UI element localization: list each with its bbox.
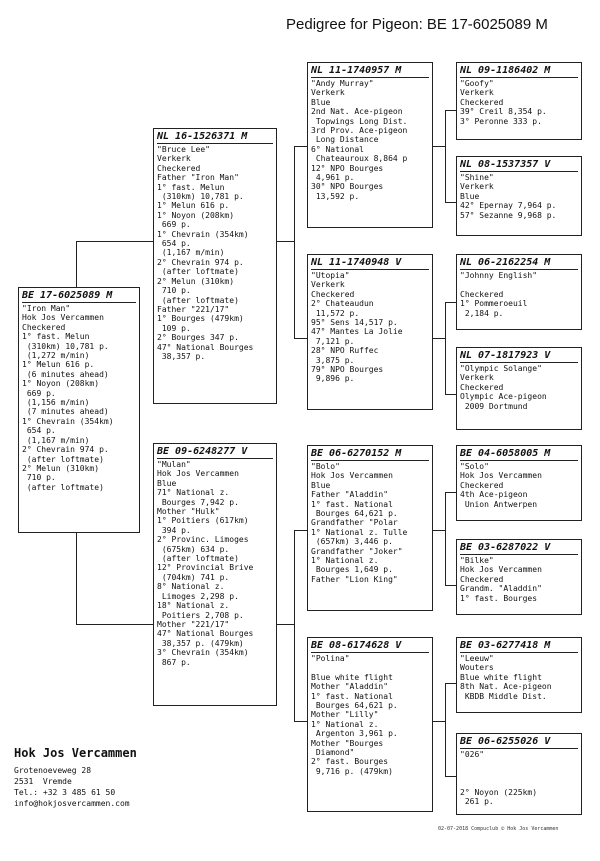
pedigree-line: 2009 Dortmund <box>460 401 528 411</box>
connector <box>294 146 307 147</box>
ring-number: NL 11-1740948 V <box>311 257 429 270</box>
print-info: 02-07-2018 Compuclub © Hok Jos Vercammen <box>438 826 559 832</box>
pigeon-card-mm[interactable] <box>307 637 433 812</box>
pedigree-line: Blue <box>311 480 331 490</box>
pedigree-line: (657km) 3,446 p. <box>311 537 393 547</box>
pigeon-name: "Johnny English" <box>460 271 538 280</box>
pigeon-name: "Solo" <box>460 462 489 471</box>
pigeon-card-subject[interactable] <box>18 287 140 533</box>
pigeon-name: "Bruce Lee" <box>157 145 210 154</box>
pedigree-line: Checkered <box>460 97 504 107</box>
pedigree-line: Blue white flight <box>311 672 393 682</box>
pedigree-line: Poitiers 2,708 p. <box>157 610 244 620</box>
pedigree-line <box>460 759 578 768</box>
pedigree-line: Verkerk <box>460 88 494 98</box>
pedigree-line: (310km) 10,781 p. <box>22 341 109 351</box>
pedigree-line: 9,716 p. (479km) <box>311 766 393 776</box>
pedigree-line: (1,272 m/min) <box>22 351 90 361</box>
pigeon-card-fm[interactable] <box>307 254 433 410</box>
pedigree-line: (1,156 m/min) <box>22 398 90 408</box>
ring-number: NL 11-1740957 M <box>311 65 429 78</box>
connector <box>294 338 307 339</box>
ring-number: NL 16-1526371 M <box>157 131 273 144</box>
pedigree-line: Father "221/17" <box>157 304 230 314</box>
pedigree-line: (310km) 10,781 p. <box>157 192 244 202</box>
pedigree-line: Union Antwerpen <box>460 499 538 509</box>
page-title: Pedigree for Pigeon: BE 17-6025089 M <box>286 16 548 33</box>
pedigree-line: (after loftmate) <box>157 554 239 564</box>
pedigree-line: Hok Jos Vercammen <box>460 471 542 481</box>
pedigree-line: 4th Ace-pigeon <box>460 490 528 500</box>
pedigree-line: 1° National z. <box>311 556 379 566</box>
connector <box>445 110 446 202</box>
pedigree-line: Father "Aladdin" <box>311 490 389 500</box>
pedigree-line: 2° Melun (310km) <box>22 463 100 473</box>
pedigree-line: 79° NPO Bourges <box>311 365 384 375</box>
pedigree-line: 9,896 p. <box>311 374 355 384</box>
pigeon-name: "Utopia" <box>311 271 350 280</box>
pedigree-line: 1° Poitiers (617km) <box>157 516 249 526</box>
pedigree-line: 1° Pommeroeuil <box>460 299 528 309</box>
connector <box>433 721 446 722</box>
pedigree-line: Verkerk <box>311 88 345 98</box>
pedigree-line: 7,121 p. <box>311 336 355 346</box>
connector <box>433 146 446 147</box>
pedigree-line: 710 p. <box>157 286 191 296</box>
ring-number: BE 08-6174628 V <box>311 640 429 653</box>
pigeon-card-ffm[interactable] <box>456 156 582 236</box>
pedigree-line: 654 p. <box>22 426 56 436</box>
pedigree-line: 1° fast. National <box>311 499 393 509</box>
pedigree-line: 39° Creil 8,354 p. <box>460 107 547 117</box>
ring-number: NL 06-2162254 M <box>460 257 578 270</box>
connector <box>76 624 153 625</box>
pedigree-line: Checkered <box>311 289 355 299</box>
pigeon-name: "Olympic Solange" <box>460 364 542 373</box>
pedigree-line: 1° National z. Tulle <box>311 527 408 537</box>
pigeon-card-mfm[interactable] <box>456 539 582 615</box>
pedigree-line: 11,572 p. <box>311 308 360 318</box>
connector <box>445 492 456 493</box>
pedigree-line: Bourges 64,621 p. <box>311 509 398 519</box>
pedigree-line: 47° National Bourges <box>157 342 254 352</box>
pedigree-line: KBDB Middle Dist. <box>460 691 547 701</box>
pigeon-card-mf[interactable] <box>307 445 433 611</box>
pedigree-line: 261 p. <box>460 796 494 806</box>
pedigree-line: 2° Chateaudun <box>311 299 374 309</box>
pedigree-line: 30° NPO Bourges <box>311 182 384 192</box>
ring-number: BE 06-6255026 V <box>460 736 578 749</box>
pedigree-line <box>460 778 578 787</box>
pedigree-line: 95° Sens 14,517 p. <box>311 318 398 328</box>
pedigree-line: Blue white flight <box>460 672 542 682</box>
pedigree-line: Mother "Aladdin" <box>311 682 389 692</box>
pedigree-line: Mother "Lilly" <box>311 710 379 720</box>
pigeon-name: "Polina" <box>311 654 350 663</box>
ring-number: BE 03-6287022 V <box>460 542 578 555</box>
pigeon-card-mff[interactable] <box>456 445 582 521</box>
pedigree-line: 1° National z. <box>311 719 379 729</box>
pedigree-line: 2° Provinc. Limoges <box>157 535 249 545</box>
pedigree-line <box>460 280 578 289</box>
pigeon-card-fmf[interactable] <box>456 254 582 330</box>
pedigree-line: 394 p. <box>157 525 191 535</box>
pedigree-line: 669 p. <box>157 220 191 230</box>
pedigree-line: 42° Epernay 7,964 p. <box>460 201 557 211</box>
pedigree-line: Father "Iron Man" <box>157 173 239 183</box>
breeder-phone: Tel.: +32 3 485 61 50 <box>14 788 116 797</box>
pedigree-line: Verkerk <box>460 373 494 383</box>
pedigree-line: 1° Noyon (208km) <box>157 210 235 220</box>
pigeon-card-mmm[interactable] <box>456 733 582 815</box>
pigeon-name: "026" <box>460 750 485 759</box>
connector <box>445 683 456 684</box>
pedigree-line: Checkered <box>460 574 504 584</box>
pedigree-line: 1° fast. Melun <box>157 182 225 192</box>
pedigree-line: Blue <box>157 478 177 488</box>
pedigree-line: Grandm. "Aladdin" <box>460 584 542 594</box>
pedigree-line: Long Distance <box>311 135 379 145</box>
pedigree-line: Grandfather "Joker" <box>311 546 403 556</box>
pigeon-name: "Shine" <box>460 173 494 182</box>
pedigree-line: Checkered <box>460 382 504 392</box>
pedigree-line: Mother "Hulk" <box>157 507 220 517</box>
pedigree-line: Hok Jos Vercammen <box>157 469 239 479</box>
pedigree-line: 2° fast. Bourges <box>311 757 389 767</box>
connector <box>277 241 295 242</box>
ring-number: NL 08-1537357 V <box>460 159 578 172</box>
breeder-name: Hok Jos Vercammen <box>14 746 137 760</box>
pigeon-card-mother[interactable] <box>153 443 277 706</box>
pedigree-line: Verkerk <box>460 182 494 192</box>
connector <box>445 776 456 777</box>
connector <box>445 302 456 303</box>
ring-number: BE 17-6025089 M <box>22 290 136 303</box>
pigeon-name: "Leeuw" <box>460 654 494 663</box>
connector <box>294 721 307 722</box>
pedigree-line: 3° Peronne 333 p. <box>460 116 542 126</box>
pedigree-line: Hok Jos Vercammen <box>460 565 542 575</box>
pedigree-line: 71° National z. <box>157 488 230 498</box>
connector <box>294 530 307 531</box>
pedigree-line: 1° Melun 616 p. <box>157 201 230 211</box>
pedigree-line: 710 p. <box>22 473 56 483</box>
pedigree-line: 1° fast. Melun <box>22 332 90 342</box>
pigeon-card-fff[interactable] <box>456 62 582 140</box>
pedigree-line: Checkered <box>460 480 504 490</box>
pedigree-line: (7 minutes ahead) <box>22 407 109 417</box>
pedigree-line: (704km) 741 p. <box>157 572 230 582</box>
pigeon-card-fmm[interactable] <box>456 347 582 430</box>
pedigree-line: Verkerk <box>311 280 345 290</box>
pigeon-card-ff[interactable] <box>307 62 433 228</box>
pedigree-line: (after loftmate) <box>22 454 104 464</box>
pedigree-line: (after loftmate) <box>157 295 239 305</box>
pedigree-line: 3° Chevrain (354km) <box>157 648 249 658</box>
pigeon-name: "Iron Man" <box>22 304 71 313</box>
pedigree-line: (675km) 634 p. <box>157 544 230 554</box>
ring-number: BE 04-6058005 M <box>460 448 578 461</box>
pedigree-line: Bourges 7,942 p. <box>157 497 239 507</box>
pedigree-line: Bourges 1,649 p. <box>311 565 393 575</box>
pedigree-line: 1° Chevrain (354km) <box>157 229 249 239</box>
pedigree-line: (after loftmate) <box>157 267 239 277</box>
pigeon-name: "Mulan" <box>157 460 191 469</box>
breeder-street: Grotenoeveweg 28 <box>14 766 92 775</box>
pedigree-line: (1,167 m/min) <box>157 248 225 258</box>
pedigree-line: 2,184 p. <box>460 308 504 318</box>
pedigree-line: 47° Mantes La Jolie <box>311 327 403 337</box>
pedigree-line: Mother "Bourges <box>311 738 384 748</box>
breeder-city: 2531 Vremde <box>14 777 72 786</box>
pedigree-line: 2° Chevrain 974 p. <box>22 445 109 455</box>
pedigree-line <box>311 663 429 672</box>
connector <box>433 530 446 531</box>
connector <box>277 624 295 625</box>
pedigree-line: (after loftmate) <box>22 482 104 492</box>
connector <box>445 492 446 585</box>
pedigree-line: Checkered <box>157 163 201 173</box>
pigeon-card-mmf[interactable] <box>456 637 582 713</box>
connector <box>433 338 446 339</box>
pedigree-line: 12° NPO Bourges <box>311 163 384 173</box>
pedigree-line: Chateauroux 8,864 p <box>311 154 408 164</box>
pedigree-line: Olympic Ace-pigeon <box>460 392 547 402</box>
pedigree-line: 1° fast. National <box>311 691 393 701</box>
pedigree-line: 2° Melun (310km) <box>157 276 235 286</box>
pedigree-line: Blue <box>460 191 480 201</box>
pedigree-line: 1° fast. Bourges <box>460 593 538 603</box>
pedigree-line: Wouters <box>460 663 494 673</box>
pedigree-line: 654 p. <box>157 239 191 249</box>
pedigree-line: Father "Lion King" <box>311 574 398 584</box>
connector <box>445 110 456 111</box>
pedigree-line: 13,592 p. <box>311 191 360 201</box>
pedigree-line: Mother "221/17" <box>157 619 230 629</box>
ring-number: NL 07-1817923 V <box>460 350 578 363</box>
connector <box>445 202 456 203</box>
pedigree-line: Hok Jos Vercammen <box>311 471 393 481</box>
pigeon-name: "Bolo" <box>311 462 340 471</box>
connector <box>294 530 295 721</box>
ring-number: BE 06-6270152 M <box>311 448 429 461</box>
ring-number: BE 03-6277418 M <box>460 640 578 653</box>
pedigree-line: 38,357 p. <box>157 351 206 361</box>
pedigree-line: 47° National Bourges <box>157 629 254 639</box>
connector <box>76 241 153 242</box>
pedigree-line: 18° National z. <box>157 601 230 611</box>
connector <box>445 302 446 394</box>
pedigree-line: 38,357 p. (479km) <box>157 638 244 648</box>
pedigree-line: 28° NPO Ruffec <box>311 346 379 356</box>
pedigree-line: Topwings Long Dist. <box>311 116 408 126</box>
pedigree-line: 1° Bourges (479km) <box>157 314 244 324</box>
pigeon-name: "Bilke" <box>460 556 494 565</box>
pedigree-line: 3,875 p. <box>311 355 355 365</box>
pedigree-line: Diamond" <box>311 748 355 758</box>
pedigree-line: 8th Nat. Ace-pigeon <box>460 682 552 692</box>
pedigree-line: Limoges 2,298 p. <box>157 591 239 601</box>
pedigree-line: 8° National z. <box>157 582 225 592</box>
pedigree-line: Blue <box>311 97 331 107</box>
pedigree-line <box>460 769 578 778</box>
pedigree-line: 867 p. <box>157 657 191 667</box>
pedigree-line: 1° Melun 616 p. <box>22 360 95 370</box>
connector <box>445 394 456 395</box>
pedigree-line: 57° Sezanne 9,968 p. <box>460 210 557 220</box>
pedigree-line: 2° Chevrain 974 p. <box>157 257 244 267</box>
connector <box>445 585 456 586</box>
pedigree-line: 6° National <box>311 144 364 154</box>
pedigree-line: Argenton 3,961 p. <box>311 729 398 739</box>
pigeon-name: "Goofy" <box>460 79 494 88</box>
pedigree-line: 4,961 p. <box>311 173 355 183</box>
pedigree-line: 2° Noyon (225km) <box>460 787 538 797</box>
pedigree-line: (1,167 m/min) <box>22 435 90 445</box>
pedigree-line: 669 p. <box>22 388 56 398</box>
pedigree-line: 12° Provincial Brive <box>157 563 254 573</box>
ring-number: BE 09-6248277 V <box>157 446 273 459</box>
pedigree-line: (6 minutes ahead) <box>22 369 109 379</box>
connector <box>294 146 295 338</box>
pigeon-card-father[interactable] <box>153 128 277 404</box>
pigeon-name: "Andy Murray" <box>311 79 374 88</box>
pedigree-line: 3rd Prov. Ace-pigeon <box>311 126 408 136</box>
pedigree-line: Grandfather "Polar <box>311 518 398 528</box>
ring-number: NL 09-1186402 M <box>460 65 578 78</box>
pedigree-line: 2nd Nat. Ace-pigeon <box>311 107 403 117</box>
pedigree-line: Checkered <box>460 289 504 299</box>
pedigree-line: 2° Bourges 347 p. <box>157 333 239 343</box>
breeder-email[interactable]: info@hokjosvercammen.com <box>14 799 130 808</box>
pedigree-line: 1° Chevrain (354km) <box>22 416 114 426</box>
pedigree-line: 109 p. <box>157 323 191 333</box>
pedigree-line: Verkerk <box>157 154 191 164</box>
pedigree-line: Checkered <box>22 322 66 332</box>
pedigree-line: Bourges 64,621 p. <box>311 701 398 711</box>
pedigree-line: Hok Jos Vercammen <box>22 313 104 323</box>
pedigree-line: 1° Noyon (208km) <box>22 379 100 389</box>
connector <box>445 683 446 776</box>
